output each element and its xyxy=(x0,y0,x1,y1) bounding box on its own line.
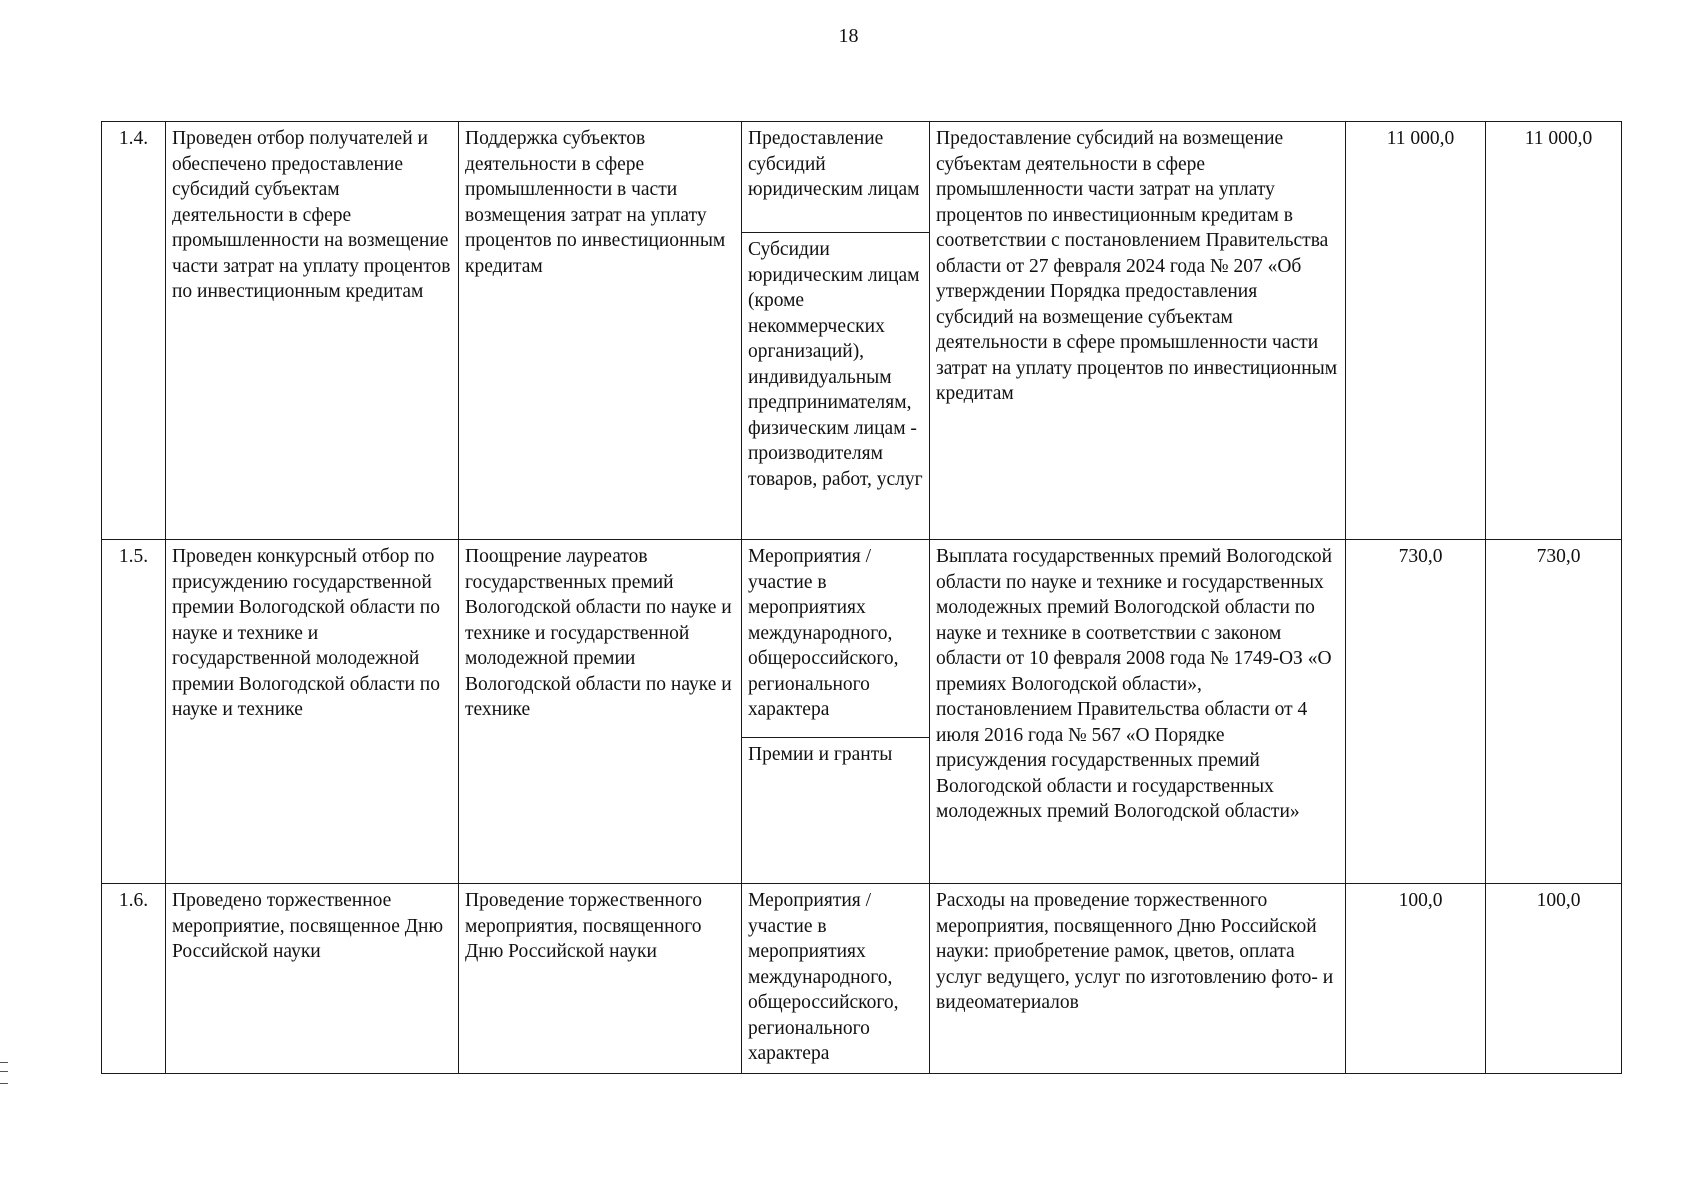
result-cell: Проведен конкурсный отбор по присуждению государственной премии Вологодской области по науке и технике и государственной молодежной премии Вологодской области по науке и технике xyxy=(166,540,459,884)
measure-cell: Проведение торжественного мероприятия, посвященного Дню Российской науки xyxy=(459,884,742,1074)
row-number: 1.5. xyxy=(102,540,166,884)
result-cell: Проведено торжественное мероприятие, посвященное Дню Российской науки xyxy=(166,884,459,1074)
amount-value: 11 000,0 xyxy=(1386,128,1455,149)
amount-value: 100,0 xyxy=(1536,890,1581,911)
table-row xyxy=(102,122,1622,540)
measure-cell: Поддержка субъектов деятельности в сфере промышленности в части возмещения затрат на уплату процентов по инвестиционным кредитам xyxy=(459,122,742,540)
description-cell: Выплата государственных премий Вологодской области по науке и технике и государственных молодежных премий Вологодской области по науке и технике в соответствии с законом области от 10 февраля 2008 года № 1749-ОЗ «О премиях Вологодской области», постановлением Правительства области от 4 июля 2016 года № 567 «О Порядке присуждения государственных премий Вологодской области и государственных молодежных премий Вологодской области» xyxy=(930,540,1346,884)
row-number: 1.6. xyxy=(102,884,166,1074)
amount-value: 730,0 xyxy=(1536,546,1581,567)
amount-cell xyxy=(1486,122,1622,540)
amount-cell xyxy=(1346,540,1486,884)
amount-value: 11 000,0 xyxy=(1524,128,1593,149)
budget-table xyxy=(101,121,1622,1074)
expense-type: Премии и гранты xyxy=(742,737,929,883)
expense-type: Субсидии юридическим лицам (кроме некоммерческих организаций), индивидуальным предпринимателям, физическим лицам - производителям товаров, работ, услуг xyxy=(742,232,929,539)
amount-cell xyxy=(1346,884,1486,1074)
row-number: 1.4. xyxy=(102,122,166,540)
amount-cell xyxy=(1486,884,1622,1074)
expense-type-cell xyxy=(742,540,930,884)
expense-type-cell xyxy=(742,122,930,540)
amount-value: 100,0 xyxy=(1398,890,1443,911)
table-row xyxy=(102,884,1622,1074)
page-number: 18 xyxy=(838,25,859,47)
result-cell: Проведен отбор получателей и обеспечено предоставление субсидий субъектам деятельности в сфере промышленности на возмещение части затрат на уплату процентов по инвестиционным кредитам xyxy=(166,122,459,540)
description-cell: Расходы на проведение торжественного мероприятия, посвященного Дню Российской науки: приобретение рамок, цветов, оплата услуг ведущего, услуг по изготовлению фото- и видеоматериалов xyxy=(930,884,1346,1074)
measure-cell: Поощрение лауреатов государственных премий Вологодской области по науке и технике и государственной молодежной премии Вологодской области по науке и технике xyxy=(459,540,742,884)
amount-value: 730,0 xyxy=(1398,546,1443,567)
expense-type-cell: Мероприятия / участие в мероприятиях международного, общероссийского, регионального характера xyxy=(742,884,930,1074)
description-cell: Предоставление субсидий на возмещение субъектам деятельности в сфере промышленности части затрат на уплату процентов по инвестиционным кредитам в соответствии с постановлением Правительства области от 27 февраля 2024 года № 207 «Об утверждении Порядка предоставления субсидий на возмещение субъектам деятельности в сфере промышленности части затрат на уплату процентов по инвестиционным кредитам xyxy=(930,122,1346,540)
expense-type: Мероприятия / участие в мероприятиях международного, общероссийского, регионального характера xyxy=(748,546,899,720)
binding-mark xyxy=(0,1062,8,1084)
amount-cell xyxy=(1486,540,1622,884)
amount-cell xyxy=(1346,122,1486,540)
table-row xyxy=(102,540,1622,884)
expense-type: Предоставление субсидий юридическим лицам xyxy=(748,128,920,200)
